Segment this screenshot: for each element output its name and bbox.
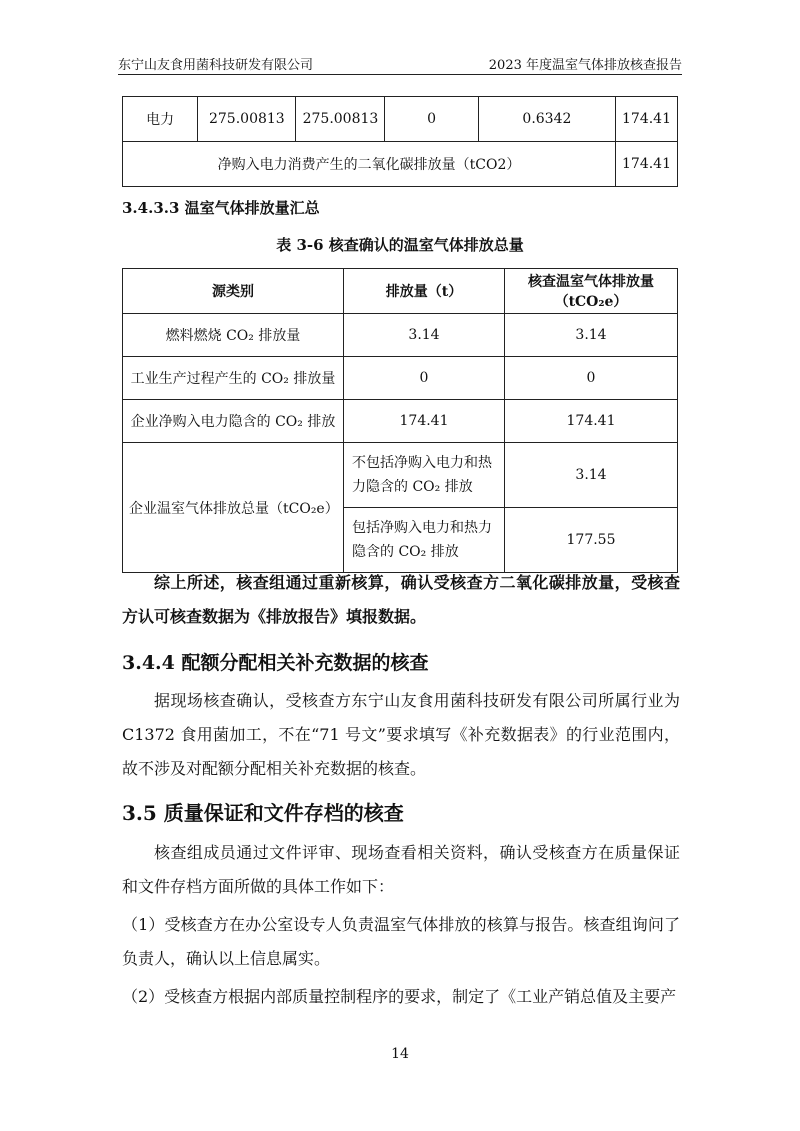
table-caption: 表 3-6 核查确认的温室气体排放总量 [276, 236, 524, 254]
header-report-title: 2023 年度温室气体排放核查报告 [488, 58, 682, 73]
table-cell: 0 [344, 357, 505, 400]
table-cell: 174.41 [616, 97, 678, 142]
table-row [123, 443, 678, 508]
total-value-cell: 174.41 [616, 142, 678, 187]
table-cell: 燃料燃烧 CO₂ 排放量 [123, 314, 344, 357]
table-cell: 0 [385, 97, 478, 142]
table-cell: 275.00813 [296, 97, 385, 142]
table-row [123, 97, 678, 142]
section-heading-3-5: 3.5 质量保证和文件存档的核查 [122, 801, 404, 825]
table-cell: 275.00813 [198, 97, 296, 142]
section-3-5-item-2: （2）受核查方根据内部质量控制程序的要求，制定了《工业产销总值及主要产 [122, 987, 677, 1006]
ghg-total-table [122, 268, 678, 573]
table-row [123, 357, 678, 400]
table-cell: 0 [505, 357, 678, 400]
table-row [123, 400, 678, 443]
section-3-5-intro: 核查组成员通过文件评审、现场查看相关资料，确认受核查方在质量保证和文件存档方面所做的具体工作如下： [122, 843, 680, 896]
table-cell: 工业生产过程产生的 CO₂ 排放量 [123, 357, 344, 400]
table-cell: 3.14 [505, 314, 678, 357]
table-cell: 不包括净购入电力和热力隐含的 CO₂ 排放 [344, 443, 505, 508]
table-header-row [123, 269, 678, 314]
page-header [118, 50, 682, 75]
table-cell: 177.55 [505, 508, 678, 573]
section-heading-3-4-3-3: 3.4.3.3 温室气体排放量汇总 [122, 199, 320, 217]
table-cell: 3.14 [505, 443, 678, 508]
section-3-5-item-1: （1）受核查方在办公室设专人负责温室气体排放的核算与报告。核查组询问了负责人，确认以上信息属实。 [122, 915, 680, 968]
section-heading-3-4-4: 3.4.4 配额分配相关补充数据的核查 [122, 652, 429, 674]
power-emission-table [122, 96, 678, 187]
table-row [123, 142, 678, 187]
page-number: 14 [391, 1046, 409, 1062]
summary-paragraph: 综上所述，核查组通过重新核算，确认受核查方二氧化碳排放量，受核查方认可核查数据为《排放报告》填报数据。 [122, 573, 680, 626]
table-cell: 3.14 [344, 314, 505, 357]
table-cell: 174.41 [505, 400, 678, 443]
table-cell: 0.6342 [478, 97, 615, 142]
total-label-cell: 企业温室气体排放总量（tCO₂e） [123, 443, 344, 573]
table-cell: 174.41 [344, 400, 505, 443]
column-header: 核查温室气体排放量（tCO₂e） [505, 269, 678, 314]
section-3-4-4-body: 据现场核查确认，受核查方东宁山友食用菌科技研发有限公司所属行业为 C1372 食用菌加工，不在“71 号文”要求填写《补充数据表》的行业范围内，故不涉及对配额分配相关补充数据的核查。 [122, 691, 680, 778]
header-company: 东宁山友食用菌科技研发有限公司 [118, 58, 314, 73]
table-cell: 企业净购入电力隐含的 CO₂ 排放 [123, 400, 344, 443]
column-header: 排放量（t） [344, 269, 505, 314]
column-header: 源类别 [123, 269, 344, 314]
table-cell: 包括净购入电力和热力隐含的 CO₂ 排放 [344, 508, 505, 573]
table-cell: 电力 [123, 97, 198, 142]
table-row [123, 314, 678, 357]
total-label-cell: 净购入电力消费产生的二氧化碳排放量（tCO2） [123, 142, 616, 187]
